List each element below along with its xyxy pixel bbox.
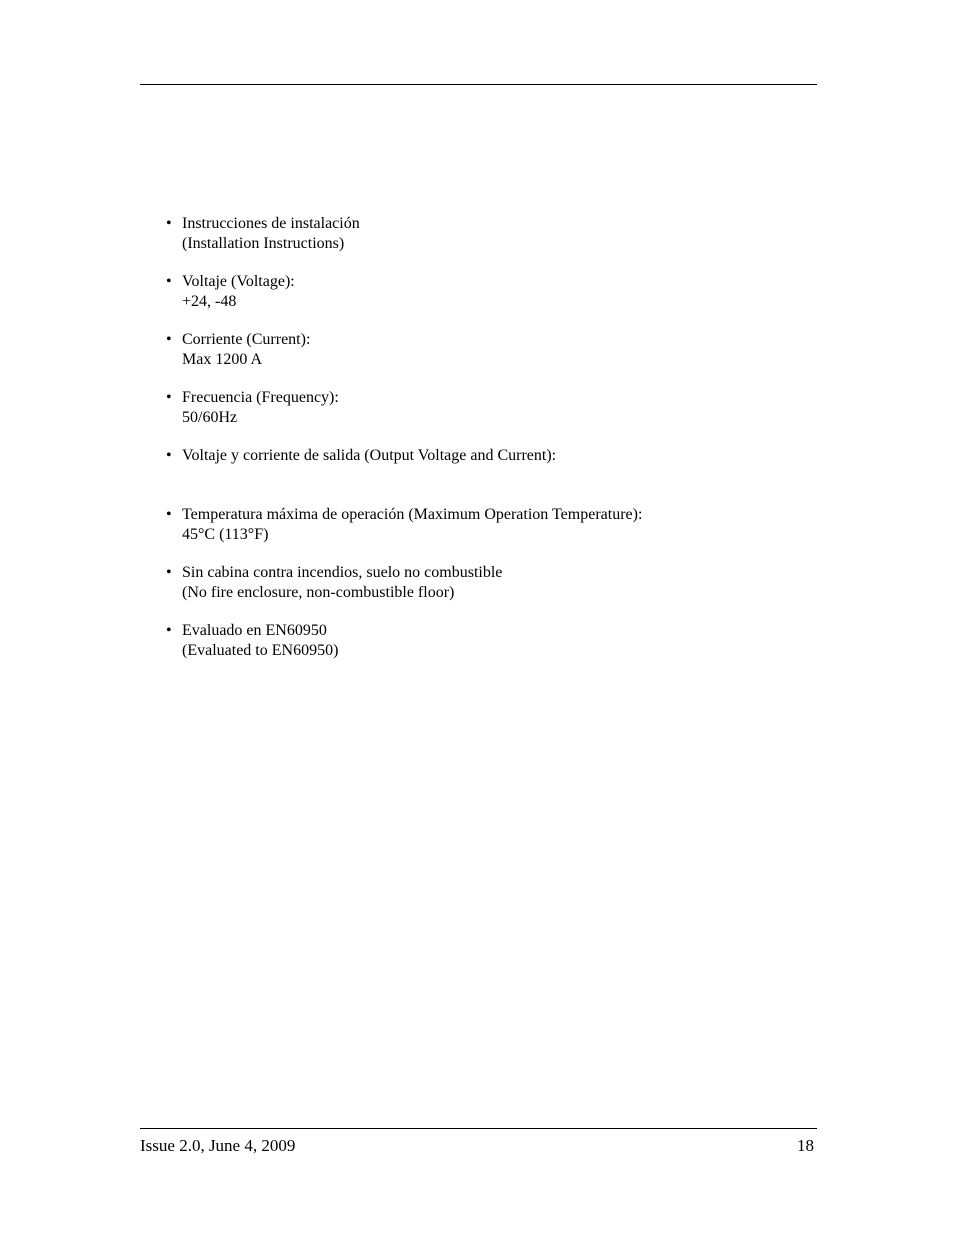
bullet-icon: • <box>166 447 172 464</box>
item-value: +24, -48 <box>182 293 237 310</box>
item-text-en: (Evaluated to EN60950) <box>182 642 339 659</box>
list-item <box>166 330 806 370</box>
list-item <box>166 621 806 661</box>
item-text-es: Temperatura máxima de operación (Maximum Operation Temperature): <box>182 506 643 523</box>
bullet-icon: • <box>166 331 172 348</box>
item-text-es: Voltaje y corriente de salida (Output Voltage and Current): <box>182 447 557 464</box>
page-number: 18 <box>797 1136 814 1155</box>
footer-rule <box>140 1128 817 1129</box>
list-item <box>166 505 806 545</box>
item-text-en: (Installation Instructions) <box>182 235 345 252</box>
item-text-es: Evaluado en EN60950 <box>182 622 327 639</box>
bullet-icon: • <box>166 215 172 232</box>
item-value: 45°C (113°F) <box>182 526 269 543</box>
list-item <box>166 272 806 312</box>
bullet-icon: • <box>166 622 172 639</box>
item-value: Max 1200 A <box>182 351 262 368</box>
header-rule <box>140 84 817 85</box>
bullet-icon: • <box>166 273 172 290</box>
footer-issue: Issue 2.0, June 4, 2009 <box>140 1136 296 1155</box>
list-item <box>166 446 806 466</box>
item-text-es: Voltaje (Voltage): <box>182 273 295 290</box>
item-text-en: (No fire enclosure, non-combustible floor) <box>182 584 455 601</box>
item-text-es: Sin cabina contra incendios, suelo no combustible <box>182 564 503 581</box>
item-text-es: Corriente (Current): <box>182 331 311 348</box>
list-item <box>166 214 806 254</box>
item-value: 50/60Hz <box>182 409 238 426</box>
bullet-icon: • <box>166 389 172 406</box>
item-text-es: Frecuencia (Frequency): <box>182 389 339 406</box>
bullet-icon: • <box>166 564 172 581</box>
item-text-es: Instrucciones de instalación <box>182 215 360 232</box>
list-item <box>166 563 806 603</box>
specification-list <box>166 214 806 679</box>
bullet-icon: • <box>166 506 172 523</box>
list-item <box>166 388 806 428</box>
